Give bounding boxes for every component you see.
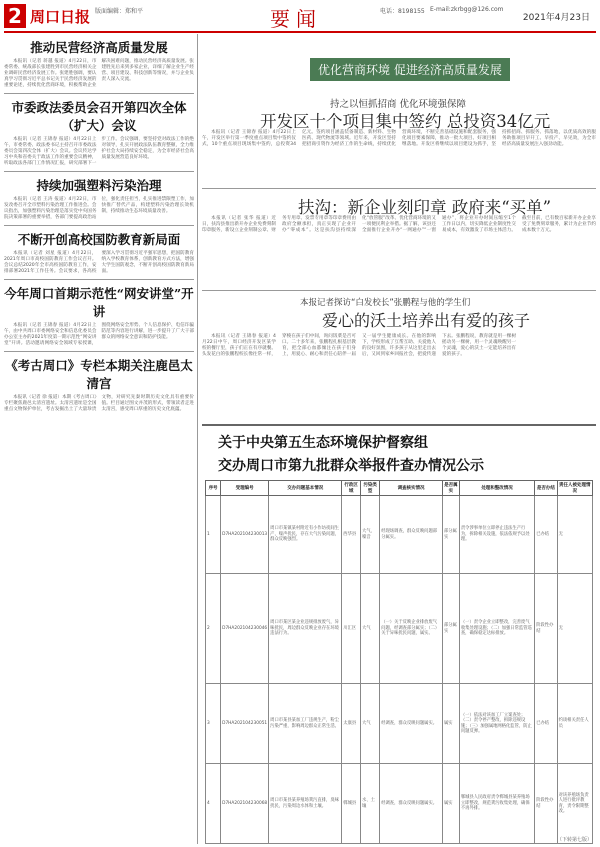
page-header bbox=[0, 0, 600, 30]
table-header-row bbox=[206, 481, 593, 496]
story-body: 本报讯（记者 王锦春 报道）4月22日中午，周口经济开发区某学校的餐厅里，孩子们正在有序就餐。头发花白的张鹏程校长像往常一样，穿梭在孩子们中间，询问饭菜是否可口。二十多年来，张鹏程扎根基层教育，把全部心血都倾注在孩子们身上，用爱心、耐心和责任心陪伴一届又一届学生健康成长。在他的影响下，学校形成了互帮互助、关爱他人的良好氛围，许多孩子从这里走出去后，又回到家乡回报社会，把爱传递下去。张鹏程说，教育就是用一棵树摇动另一棵树，用一个灵魂唤醒另一个灵魂，爱心的沃土一定能培养出有爱的孩子。 bbox=[202, 334, 516, 357]
paper-name: 周口日报 bbox=[30, 8, 91, 26]
cell-area: 西华县 bbox=[342, 496, 361, 574]
column-header: 序号 bbox=[206, 481, 221, 496]
cell-done: 已办结 bbox=[535, 496, 557, 574]
cell-type: 大气 bbox=[361, 684, 380, 764]
article-title: 今年周口首期示范性“网安讲堂”开讲 bbox=[4, 286, 194, 319]
story-body: 本报讯（记者 张华 报道）近日，扶沟县推出新开办企业免费刻制印章服务，新设立企业刻制公章、财务专用章、发票专用章等印章费用由政府全额承担，真正实现了企业开办“零成本”。这是扶沟县持续深化“放管服”改革、优化营商环境的又一项便民利企举措。据了解，该县还全面推行企业开办“一网通办”“一窗通办”，将企业开办时间压缩至1个工作日以内，切实降低企业制度性交易成本，有效激发了市场主体活力。截至目前，已有数百家新开办企业享受了免费刻章服务，累计为企业节约成本数十万元。 bbox=[202, 216, 596, 233]
cell-action: （一）责令企业立即整改，完善废气收集处理设施；（二）加强日常监管巡查，确保稳定达标排放。 bbox=[459, 574, 534, 684]
cell-true: 属实 bbox=[442, 764, 459, 844]
article-title: 市委政法委员会召开第四次全体（扩大）会议 bbox=[11, 100, 187, 133]
editor-info: 版面编辑：郑和平 bbox=[95, 8, 144, 15]
table-row bbox=[206, 496, 593, 574]
table-row bbox=[206, 764, 593, 844]
column-header: 是否属实 bbox=[442, 481, 459, 496]
notice-title-1: 关于中央第五生态环境保护督察组 bbox=[218, 435, 428, 451]
cell-type: 大气、噪音 bbox=[361, 496, 380, 574]
cell-done: 阶段性办结 bbox=[535, 764, 557, 844]
article-body: 本报讯（记者 徐 报道）本期《考古周口》专栏聚焦鹿邑太清宫遗址。太清宫遗址是全国重点文物保护单位，考古发掘出土了大量珍贵文物，对研究先秦时期历史文化具有重要价值。栏目通过图文并茂的形式，带领读者走进太清宫，感受周口厚重的历史文化底蕴。 bbox=[4, 395, 194, 412]
cell-area: 郸城县 bbox=[342, 764, 361, 844]
column-header: 责任人被处理情况 bbox=[557, 481, 592, 496]
cell-no: 3 bbox=[206, 684, 221, 764]
cell-desc: 周口市某区某企业违规排放废气，异味扰民，周边群众反映企业存在环境违法行为。 bbox=[269, 574, 342, 684]
cell-no: 2 bbox=[206, 574, 221, 684]
page-number: 2 bbox=[4, 4, 26, 28]
divider bbox=[4, 279, 194, 280]
article-title: 推动民营经济高质量发展 bbox=[30, 40, 168, 55]
cell-id: D7HA202104230013 bbox=[221, 496, 269, 574]
cell-type: 大气 bbox=[361, 574, 380, 684]
column-header: 污染类型 bbox=[361, 481, 380, 496]
cell-action: 责令涉事单位立即停止违法生产行为，拆除相关设施，依法依规予以处理。 bbox=[459, 496, 534, 574]
article-title: 持续加强塑料污染治理 bbox=[36, 178, 162, 193]
table-row bbox=[206, 684, 593, 764]
issue-date: 2021年4月23日 bbox=[522, 13, 590, 23]
article-title: 《考古周口》专栏本期关注鹿邑太清宫 bbox=[5, 358, 193, 391]
cell-desc: 周口市某县某养殖场粪污直排，臭味扰民，污染周边水体和土壤。 bbox=[269, 764, 342, 844]
article-body: 本报讯（记者 蒋越 报道）4月22日，市委常委、统战部长张建胜到市民营经济相关企业调研民营经济发展工作。张建胜强调，要认真学习贯彻习近平总书记关于民营经济发展的重要论述，持续优化营商环境，积极帮助企业解决困难问题，推动民营经济高质量发展。张建胜先后来到多家企业，详细了解企业生产经营、项目建设、科技创新等情况，并与企业负责人深入交流。 bbox=[4, 59, 194, 88]
column-rule bbox=[197, 34, 198, 844]
cell-finding: （一）关于反映企业排放废气问题，经调查部分属实；（二）关于异味扰民问题，属实。 bbox=[380, 574, 443, 684]
table-row bbox=[206, 574, 593, 684]
cell-type: 水、土壤 bbox=[361, 764, 380, 844]
cell-action: 郸城县人民政府责令郸城县某养殖场立即整改，规范粪污收集处理，确保不再外排。 bbox=[459, 764, 534, 844]
cell-person: 无 bbox=[557, 574, 592, 684]
cell-id: D7HA202104230068 bbox=[221, 764, 269, 844]
cell-finding: 经现场调查，群众反映问题部分属实。 bbox=[380, 496, 443, 574]
article-body: 本报讯（记者 王锦春 报道）4月22日上午，由中共周口市委网络安全和信息化委员会办公室主办的2021年度第一期示范性“网安讲堂”开讲。活动邀请网络安全领域专家授课，围绕网络安全形势、个人信息保护、电信诈骗防范等内容进行讲解，进一步提升了广大干部群众的网络安全意识和防护技能。 bbox=[4, 323, 194, 346]
cell-no: 4 bbox=[206, 764, 221, 844]
notice-title-2: 交办周口市第九批群众举报件查办情况公示 bbox=[218, 458, 484, 474]
story-kicker: 本报记者探访“白发校长”张鹏程与他的学生们 bbox=[300, 298, 471, 308]
divider bbox=[202, 290, 596, 291]
cell-desc: 周口市某镇某村附近有小作坊夜间生产，噪声扰民，存在大气污染问题，群众反映强烈。 bbox=[269, 496, 342, 574]
cell-area: 川汇区 bbox=[342, 574, 361, 684]
divider bbox=[4, 225, 194, 226]
cell-person: 无 bbox=[557, 496, 592, 574]
cell-person: 对该养殖场负责人进行批评教育，责令限期整改。 bbox=[557, 764, 592, 844]
cell-finding: 经调查，群众反映问题属实。 bbox=[380, 684, 443, 764]
column-header: 是否办结 bbox=[535, 481, 557, 496]
phone-info: 电话：8198155 bbox=[380, 8, 425, 15]
cell-person: 约谈相关责任人员 bbox=[557, 684, 592, 764]
story-headline: 扶沟：新企业刻印章 政府来“买单” bbox=[298, 198, 552, 217]
column-header: 调查核实情况 bbox=[380, 481, 443, 496]
topic-banner: 优化营商环境 促进经济高质量发展 bbox=[310, 58, 510, 81]
column-header: 交办问题基本情况 bbox=[269, 481, 342, 496]
continued-note: （下转第七版） bbox=[556, 837, 592, 843]
article-title: 不断开创高校国防教育新局面 bbox=[17, 232, 181, 247]
article-body: 本报讯（记者 王涛 报道）4月22日，市发改委召开全市塑料污染治理工作推进会。会议指出，加强塑料污染治理是落实党中央国务院决策部署的重要举措，各部门要提高政治站位，强化责任担当，扎实推进禁限塑工作，加快推广替代产品，构建塑料污染治理长效机制，持续推动生态环境质量改善。 bbox=[4, 197, 194, 220]
cell-id: D7HA202104230051 bbox=[221, 684, 269, 764]
cell-area: 太康县 bbox=[342, 684, 361, 764]
story-body: 本报讯（记者 王锦春 报道）4月22日上午，开发区举行第一季度重点项目集中签约仪式，10个重点项目现场集中签约，总投资34亿元。签约项目涵盖装备制造、新材料、生物医药、现代物流等领域。近年来，开发区坚持把招商引资作为经济工作的生命线，持续优化营商环境，不断完善基础设施和配套服务，强化项目要素保障，推动一批大项目、好项目相继落地。开发区将继续以项目建设为抓手，坚持抓招商、抓服务、抓落地，以优质高效的服务助推项目早开工、早投产、早见效，为全市经济高质量发展注入强劲动能。 bbox=[202, 130, 596, 147]
section-title: 要闻 bbox=[270, 7, 322, 31]
divider bbox=[202, 424, 596, 426]
column-header: 处理和整改情况 bbox=[459, 481, 534, 496]
article-body: 本报讯（记者 王锦春 报道）4月22日上午，市委常委、政法委书记主持召开市委政法委员会第四次全体（扩大）会议。会议传达学习中央和省委关于政法工作的重要会议精神，听取政法各部门工作情况汇报，研究部署下一步工作。会议强调，要坚持党对政法工作的绝对领导，扎实开展政法队伍教育整顿，全力维护社会大局持续安全稳定，为全市经济社会高质量发展营造良好环境。 bbox=[4, 137, 194, 166]
column-header: 行政区域 bbox=[342, 481, 361, 496]
cell-true: 部分属实 bbox=[442, 574, 459, 684]
left-column bbox=[4, 34, 194, 844]
header-rule bbox=[4, 31, 596, 33]
notice-table bbox=[205, 480, 593, 844]
story-kicker: 持之以恒抓招商 优化环境强保障 bbox=[330, 99, 467, 110]
cell-action: （一）依法对该加工厂立案查处；（二）责令停产整改，拆除违规设施；（三）加强属地网格化监管，防止问题反弹。 bbox=[459, 684, 534, 764]
cell-true: 部分属实 bbox=[442, 496, 459, 574]
story-headline: 爱心的沃土培养出有爱的孩子 bbox=[322, 311, 531, 330]
cell-true: 属实 bbox=[442, 684, 459, 764]
article-body: 本报讯（记者 刘星 报道）4月22日，2021年周口市高校国防教育工作会议召开。会议总结2020年全市高校国防教育工作，安排部署2021年工作任务。会议要求，各高校要深入学习贯彻习近平强军思想，把国防教育纳入学校教育体系，创新教育方式方法，增强大学生国防观念，不断开创高校国防教育新局面。 bbox=[4, 251, 194, 274]
story-headline: 开发区十个项目集中签约 总投资34亿元 bbox=[260, 112, 551, 131]
divider bbox=[4, 171, 194, 172]
column-header: 受理编号 bbox=[221, 481, 269, 496]
cell-done: 已办结 bbox=[535, 684, 557, 764]
divider bbox=[4, 351, 194, 352]
cell-id: D7HA202104230046 bbox=[221, 574, 269, 684]
cell-finding: 经调查，群众反映问题属实。 bbox=[380, 764, 443, 844]
cell-no: 1 bbox=[206, 496, 221, 574]
email-info: E-mail:zkrbgg@126.com bbox=[430, 6, 504, 13]
divider bbox=[4, 93, 194, 94]
cell-done: 阶段性办结 bbox=[535, 574, 557, 684]
cell-desc: 周口市某县某加工厂违规生产，粉尘污染严重，影响周边群众正常生活。 bbox=[269, 684, 342, 764]
divider bbox=[202, 188, 596, 189]
